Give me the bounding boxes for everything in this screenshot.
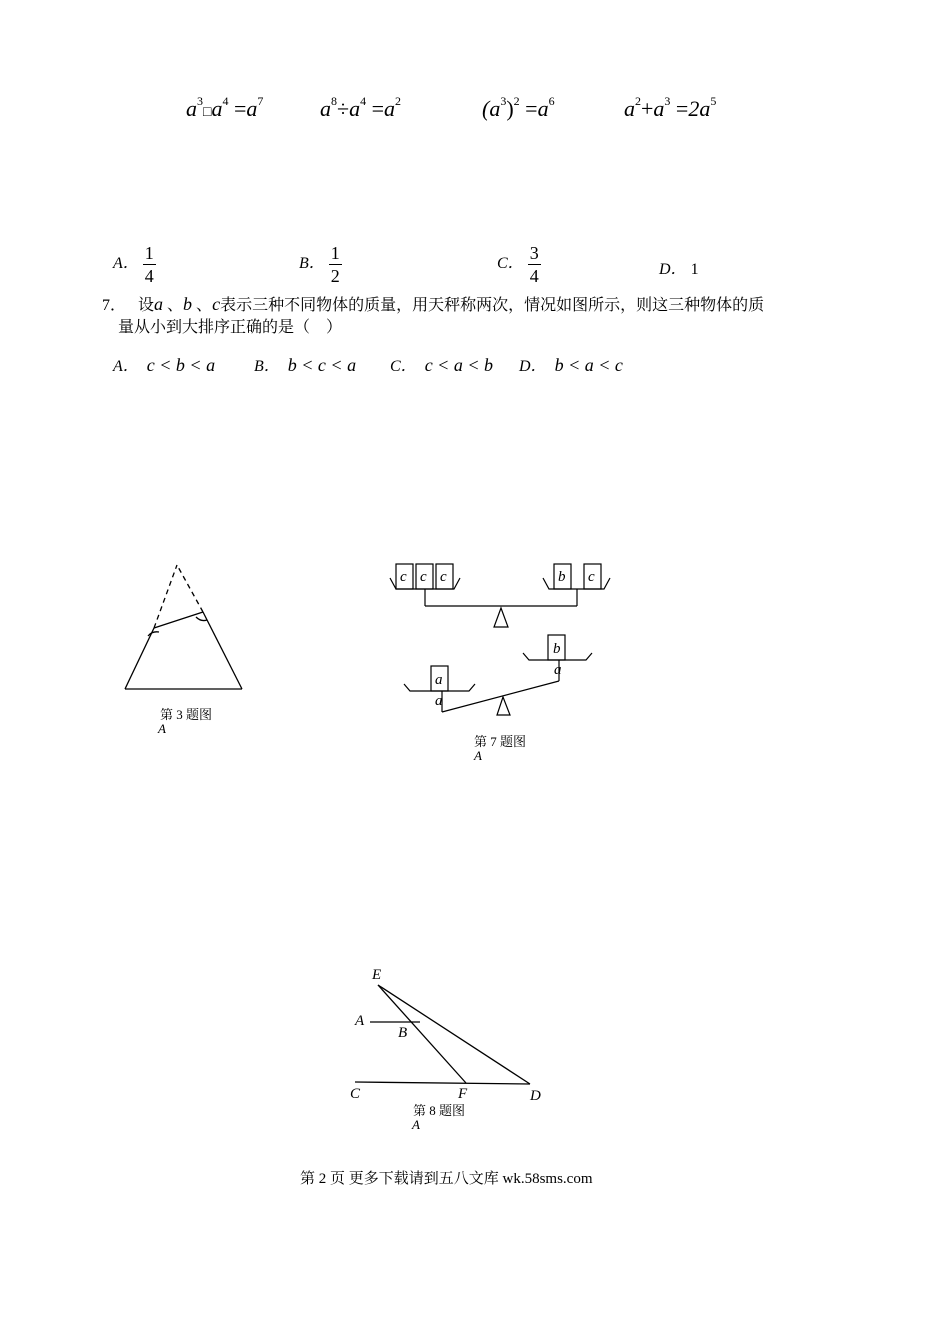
label-b-bottom: b [553,641,561,657]
label-b: b [558,569,566,585]
point-e: E [372,967,382,983]
formula-2: $a^8\div a^4 =a^2$ [320,94,401,121]
label-a: a [435,672,443,688]
point-d: D [530,1088,541,1104]
q7-option-c[interactable]: C． c < a < b [390,355,493,375]
fig8-caption: 第 8 题图 [413,1103,466,1118]
formula-4: $a^2+a^3 =2a^5$ [624,94,717,121]
q6-option-a[interactable]: A． $\frac{1}{4}$ [113,243,154,286]
fig7-caption-sub: A [474,748,482,763]
q7-stem-line1: 7． 设a 、b 、c表示三种不同物体的质量，用天秤称两次，情况如图所示，则这三种物体的质 [102,294,765,314]
point-b: B [398,1025,408,1041]
fig8-caption-sub: A [412,1117,420,1132]
q7-option-d[interactable]: D． b < a < c [519,355,623,375]
q7-stem-line2: 量从小到大排序正确的是（ ） [118,319,343,336]
figure-7-bottom-balance [404,635,592,715]
fig3-caption-sub: A [158,721,166,736]
q6-option-d[interactable]: D． 1 [659,261,699,278]
label-a-under-right: a [554,662,562,678]
point-f: F [458,1086,468,1102]
fraction: $\frac{3}{4}$ [529,243,539,286]
label-c2: c [420,569,427,585]
label-c4: c [588,569,595,585]
q6-option-b[interactable]: B． $\frac{1}{2}$ [299,243,340,286]
label-c1: c [400,569,407,585]
figure-8-lines [355,985,530,1084]
q7-option-a[interactable]: A． c < b < a [113,355,216,375]
q7-option-b[interactable]: B． b < c < a [254,355,357,375]
label-c3: c [440,569,447,585]
point-a: A [355,1013,365,1029]
figure-3-triangle [125,565,242,689]
fig3-caption: 第 3 题图 [160,707,213,722]
fraction: $\frac{1}{4}$ [144,243,154,286]
formula-3: $(a^3)^2 =a^6$ [482,94,555,121]
page-footer: 第 2 页 更多下载请到五八文库 wk.58sms.com [300,1171,593,1187]
label-a-under: a [435,693,443,709]
q6-option-c[interactable]: C． $\frac{3}{4}$ [497,243,539,286]
formula-1: $a^3□a^4 =a^7$ [186,94,264,121]
fraction: $\frac{1}{2}$ [330,243,340,286]
fig7-caption: 第 7 题图 [474,734,527,749]
point-c: C [350,1086,361,1102]
